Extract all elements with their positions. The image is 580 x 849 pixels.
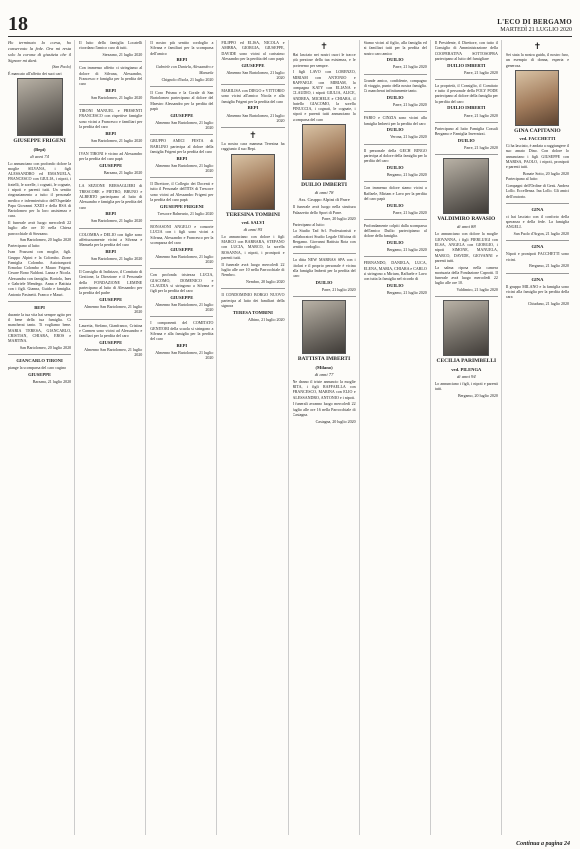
notice-date: Parre, 21 luglio 2020 [464, 144, 498, 150]
deceased-maiden: ved. FACCHETTI [519, 136, 556, 142]
notice [150, 181, 213, 216]
deceased-name: DUILIO [386, 202, 404, 208]
notice-date: Parre, 21 luglio 2020 [321, 287, 356, 293]
deceased-age: di anni 77 [314, 371, 334, 377]
deceased-photo [302, 300, 346, 354]
deceased-name: TERESINA TOMBINI [225, 211, 280, 218]
deceased-maiden: ved. SALVI [241, 219, 265, 225]
notice [293, 257, 356, 292]
notice-date: Bergamo, 21 luglio 2020 [386, 171, 427, 177]
notice-body: TIRONI MANUEL e PRESENTI FRANCESCO con rispettive famiglie sono vicini a Francesco e familiari per la perdita del caro [79, 108, 143, 129]
notice-body: Siamo vicini al figlio, alla famiglia ed ai familiari tutti per la perdita del nostro caro amico [363, 40, 427, 56]
notice [506, 207, 569, 237]
participants-heading: Partecipano al lutto: [8, 242, 41, 248]
notice-date: Parre, 21 luglio 2020 [392, 64, 427, 70]
notice-intro: Sei stata la nostra guida, il nostro faro, un esempio di donna, esperta e generosa. [505, 52, 569, 68]
notice-body: I componenti del COMITATO GENITORI della scuola si stringono a Silvana e alla famiglia per la perdita del caro [150, 320, 214, 342]
continued-note: Continua a pagina 24 [516, 841, 570, 847]
deceased-name: DUILIO [315, 280, 333, 286]
deceased-name: DUILIO [386, 283, 404, 289]
notice-body: Con immenso dolore siamo vicini a Raffaele, Miriam e Lavo per la perdita del caro papà [363, 185, 427, 201]
deceased-name: GIUSEPPE [170, 112, 194, 118]
notice-date: San Paolo d'Argon, 21 luglio 2020 [513, 231, 569, 237]
epigraph: Ho terminato la corsa, ho conservato la fede. Ora mi resta solo la corona di giustizia che il Signore mi darà. [8, 40, 72, 63]
deceased-name: GINA CAPITANIO [514, 127, 561, 134]
participants-list: Ivan Frassoni con moglie, figli. Gruppo Alpini e la Colombo. Zione Famiglia Colombo. Autotrasporti Ermolao Colombo e Mauro Frigeni. Cesare Bono Naldoni. Lanza e Nicola. Alessandra con famiglia. Bortolo, Ines e Gabriele Mendego. Anna e Battista con i figli. Gianna, Guido e famiglia. Antonio Pasinetti. Franco e Mauri. [8, 249, 72, 297]
notice-date: Almenno San Bartolomeo, 21 luglio 2020 [226, 69, 285, 80]
notice [8, 40, 71, 297]
notice-body: COLOMBA e DELIO con figlie sono affettuosamente vicini a Silvana e Manuela per la perdita del caro [79, 231, 143, 248]
cross-icon: ✝ [320, 41, 328, 51]
page-number: 18 [8, 13, 28, 35]
notice-body: Profondamente colpiti dalla scomparsa dell'amico Duilio partecipiamo al dolore della famiglia. [363, 222, 427, 239]
notice-body: Il CONDOMINIO BORGO NUOVO partecipa al lutto dei familiari della signora [221, 292, 285, 308]
notice-date: Nembro, 20 luglio 2020 [246, 279, 285, 285]
deceased-name: BEPI [247, 105, 259, 111]
deceased-name: DUILIO IMBERTI [447, 62, 486, 68]
deceased-name: GINA [531, 276, 544, 282]
notice-signature: Gabriele con Daniela, Alessandro e Manuela [155, 64, 214, 75]
deceased-name: GIUSEPPE [99, 163, 123, 169]
notice-body: GRUPPO AMICI FESTA di BARLINO partecipa al dolore della famiglia Frigeni per la perdita del caro [150, 138, 214, 154]
notice-date: San Bartolomeo, 21 luglio 2020 [91, 255, 143, 261]
notice-date: Stezzano, 21 luglio 2020 [102, 52, 143, 58]
deceased-age: di anni 95 [243, 226, 263, 232]
notice-body: Ne danno il triste annuncio la moglie RITA, i figli RAFFAELLA con FRANCESCO, MARINA con ELIO e ALESSANDRO, ANTONIO e i nipoti. [292, 378, 356, 400]
notice-body: MARILISA con DIEGO e VITTORIO sono vicini all'amico Nicola e alla famiglia Frigeni per la perdita del caro [221, 88, 285, 104]
notice-body: ci hai lasciato con il conforto della speranza e della fede. La famiglia ANGELI. [505, 213, 569, 230]
deceased-photo [302, 124, 346, 180]
notice [364, 78, 427, 108]
notice [364, 223, 427, 253]
notice [364, 148, 427, 178]
column-8 [506, 40, 572, 835]
deceased-name: BEPI [176, 342, 188, 348]
column-7 [435, 40, 502, 835]
notice [221, 88, 284, 123]
notice-intro: Hai lasciato nei nostri cuori le tracce più preziose della tua esistenza, e le porteremo per sempre. [292, 52, 356, 68]
notice-date: Parre, 21 luglio 2020 [392, 101, 427, 107]
notice-body: I figli LAVO con LORENZO, MIRIAM con ANTONIO e RAFFAELE con MIRIAM, la compagna KATY con ELIANA e CLAUDIO, i nipoti GIULIA, ALICE, ANDREA, MICHELE e CHIARA, il fratello GIACOMO, la sorella PINUCCIA, i cognati, le cognate, i nipoti e parenti tutti annunciano la scomparsa del caro [292, 69, 356, 122]
notice [435, 300, 498, 398]
notice-date: Bergamo, 20 luglio 2020 [457, 392, 498, 398]
notice [79, 183, 142, 223]
deceased-name: GIUSEPPE [170, 246, 194, 252]
notice-intro: La nostra cara mamma Teresina ha raggiunto il suo Bepi. [221, 141, 285, 152]
notice-date: Bonate Sotto, 20 luglio 2020 [522, 170, 569, 176]
notice [506, 244, 569, 268]
notice [79, 108, 142, 143]
notice-date: Almenno San Bartolomeo, 21 luglio 2020 [226, 112, 285, 123]
notice [79, 232, 142, 262]
notice-date: Barzana, 21 luglio 2020 [103, 170, 143, 176]
deceased-name: GINA [531, 244, 544, 250]
column-2 [79, 40, 146, 835]
notice-body: Il personale della GECH BINGO partecipa al dolore della famiglia per la perdita del caro [363, 147, 427, 164]
deceased-name: BATTISTA IMBERTI [297, 356, 351, 363]
cross-icon: ✝ [249, 130, 257, 141]
participants-heading: Partecipano al lutto: [292, 221, 325, 227]
notice-date: Bergamo, 21 luglio 2020 [386, 247, 427, 253]
notice [435, 126, 498, 150]
deceased-name: DUILIO [386, 164, 404, 170]
deceased-age: di anni 94 [456, 373, 476, 379]
notice-date: San Bartolomeo, 20 luglio 2020 [19, 237, 72, 243]
column-4 [221, 40, 288, 835]
notice [435, 83, 498, 118]
notice-body: Il Consiglio di Indirizzo, il Comitato di Gestione, la Direzione e il Personale della FONDAZIONE LEMINE partecipano al lutto di Alessandro per la perdita del padre [79, 269, 143, 296]
notice-date: San Bartolomeo, 21 luglio 2020 [91, 137, 143, 143]
notice-body: piange la scomparsa del caro cugino [8, 365, 67, 371]
deceased-age: di anni 74 [30, 153, 49, 159]
deceased-name: DUILIO [386, 240, 404, 246]
funeral-info: Il funerale avrà luogo mercoledì 22 luglio alle ore 10 nella Chiesa parrocchiale di Stezzano. [8, 220, 72, 236]
notice-date: San Bartolomeo, 20 luglio 2020 [19, 344, 72, 350]
notice-date: Valdimiro, 21 luglio 2020 [456, 287, 498, 293]
funeral-info: Il funerale avrà luogo mercoledì 22 luglio alle ore 10 nella Parrocchiale di Nembro. [221, 261, 285, 278]
notice [435, 158, 498, 292]
notice-body: La proprietà, il Consiglio, il Comitato e tutto il personale della FOLY PODE partecipano al dolore della famiglia per la perdita del caro [434, 82, 498, 104]
deceased-name: GIUSEPPE [28, 372, 52, 378]
deceased-maiden: ved. PILENGA [451, 366, 482, 372]
notice [79, 269, 142, 314]
deceased-name: BEPI [34, 304, 45, 310]
notice [150, 224, 213, 264]
notice [79, 65, 142, 100]
cross-icon: ✝ [533, 41, 542, 51]
notice [221, 40, 284, 80]
notice-body: BONASONI ANGELO e consorte LUCIA con i figli sono vicini a Silvana, Alessandro e Francesco per la scomparsa del caro [150, 224, 214, 245]
deceased-name: GIUSEPPE FRIGENI [13, 138, 66, 145]
deceased-name: GINA [531, 206, 544, 212]
deceased-photo [443, 300, 489, 356]
mourner-name: GIANCARLO TIRONI [16, 358, 63, 364]
notice-body: Lo annunciano con dolore i figli MARCO con BARBARA, STEFANO con LUCIA, MARCO, la sorella ROSANNA, i nipoti, i pronipoti e parenti tutti. [221, 233, 285, 261]
notice-date: Trescore Balneario, 21 luglio 2020 [157, 210, 214, 216]
notice [293, 42, 356, 249]
column-3 [150, 40, 217, 835]
notice-intro: È mancato all'affetto dei suoi cari [8, 71, 62, 77]
notice-date: Almenno San Bartolomeo, 21 luglio 2020 [84, 304, 143, 315]
columns [8, 40, 572, 835]
participants-heading: Partecipano al lutto: [505, 176, 539, 182]
notice-date: Parre, 21 luglio 2020 [392, 209, 427, 215]
notice [8, 358, 71, 384]
page-header [8, 0, 572, 37]
notice-body: Grande amico, confidente, compagno di viaggio, punto della nostra famiglia. Ci mancherai infinitamente tanto. [363, 77, 427, 94]
notice-body: Ci ha lasciato, è andata a raggiungere il suo amato Dino. Con dolore lo annunciano i figli GIUSEPPE con MARISA, PAOLO, i nipoti, pronipoti e parenti tutti. [505, 143, 569, 170]
deceased-age: di anni 78 [314, 190, 334, 196]
notice-date: Parre, 20 luglio 2020 [321, 216, 356, 222]
notice-body: IVAN TIRONI è vicino ad Alessandro per la perdita del caro papà [79, 151, 143, 162]
deceased-name: BEPI [105, 248, 117, 254]
notice-body: Nipoti e pronipoti FACCHETTI sono vicini. [505, 251, 569, 262]
deceased-name: DUILIO [386, 57, 404, 63]
masthead [497, 18, 572, 34]
deceased-name: DUILIO IMBERTI [301, 181, 347, 188]
notice [150, 40, 213, 82]
column-6 [364, 40, 431, 835]
notice [364, 260, 427, 295]
notice-body: Partecipano al lutto Famiglia Cossali Bergamo e Famiglia Invernizzi. [434, 125, 498, 137]
notice-body: Con immenso affetto ci stringiamo al dolore di Silvana, Alessandro, Francesco e famiglia per la perdita del caro [79, 65, 143, 87]
deceased-photo [515, 70, 559, 126]
notice-date: Parre, 21 luglio 2020 [464, 69, 498, 75]
deceased-name: GIUSEPPE [241, 62, 265, 68]
deceased-age: di anni 88 [456, 224, 476, 230]
notice-body: La ditta NEW MARBAS SPA con i titolari e il proprio personale è vicina alla famiglia Imberti per la perdita del caro [292, 257, 356, 279]
notice [435, 40, 498, 75]
participants-list: La Studio Tad Srl. Professionisti e collaboratori Studio Legale Officina di Bergamo. Giovanni Battista Rota con sentito cordoglio. [292, 228, 356, 250]
column-1 [8, 40, 75, 835]
notice [221, 292, 284, 322]
notice-body: FILIPPO ed ELISA, NICOLA e AMBRA, GIORGIA, GIUSEPPE, DAVIDE sono vicini al carissimo Alessandro per la perdita del caro papà [221, 40, 285, 61]
deceased-name: DUILIO IMBERTI [447, 105, 486, 111]
epigraph-source: (San Paolo) [51, 63, 72, 69]
deceased-group: Ass. Gruppo Alpini di Parre [298, 197, 350, 203]
notice-body: Il gruppo MILANO e la famiglia sono vicini alla famiglia per la perdita della cara [505, 283, 569, 300]
deceased-name: BEPI [105, 130, 117, 136]
notice-date: Almenno San Bartolomeo, 21 luglio 2020 [84, 347, 143, 358]
notice [364, 185, 427, 215]
deceased-name: GIUSEPPE FRIGENI [159, 203, 204, 209]
deceased-name: GIUSEPPE [170, 294, 194, 300]
notice-body: Il nostro più sentito cordoglio a Silvana e familiari per la scomparsa dell'amico [150, 40, 214, 56]
column-5 [293, 40, 360, 835]
notice-body: Il Direttore, il Collegio dei Docenti e tutto il Personale dell'ITIS di Trescore sono vicini ad Alessandro Frigeni per la perdita del caro papà [150, 181, 214, 202]
notice [150, 320, 213, 360]
funeral-info: La salma riposa nella camera mortuaria della Fondazione Caprotti. Il funerale avrà luogo mercoledì 22 luglio alle ore 10. [434, 264, 498, 286]
notice-date: Castagna, 20 luglio 2020 [315, 418, 356, 424]
notice-date: Almenno San Bartolomeo, 21 luglio 2020 [155, 119, 214, 131]
deceased-nickname: (Bepi) [33, 146, 46, 152]
notice [506, 277, 569, 307]
notice-date: Chignolo d'Isola, 21 luglio 2020 [161, 76, 214, 82]
deceased-name: GIUSEPPE [99, 339, 123, 345]
notice [79, 323, 142, 358]
deceased-photo [17, 78, 63, 136]
notice-body: LA SEZIONE BERSAGLIERI di TRESCORE e PIETRO, BRUNO e ALBERTO partecipano al lutto di Alessandro e famiglia per la perdita del caro [79, 183, 143, 210]
deceased-photo [443, 158, 489, 214]
deceased-name: TERESA TOMBINI [232, 309, 273, 315]
notice-body: Il Presidente, il Direttore, con tutto il Consiglio di Amministrazione della COOPERATIVA SOTTOSOPRA partecipano al lutto del famigliare [434, 40, 498, 61]
notice-date: Parre, 21 luglio 2020 [464, 112, 498, 118]
notice-date: San Bartolomeo, 21 luglio 2020 [91, 218, 143, 224]
notice [506, 42, 569, 199]
newspaper-name: L'ECO DI BERGAMO [497, 17, 572, 26]
notice [150, 90, 213, 130]
notice [364, 40, 427, 70]
notice-date: Verona, 21 luglio 2020 [390, 134, 427, 140]
notice-body: Il lutto della famiglia Locatelli ricordano l'amico caro di tutti. [79, 40, 143, 51]
notice-date: Bergamo, 21 luglio 2020 [386, 290, 427, 296]
notice-body: Il Coro Prisma e la Corale di San Bartolomeo partecipano al dolore del Maestro Alessandro per la perdita del papà [150, 90, 214, 111]
deceased-name: GIUSEPPE [99, 297, 123, 303]
deceased-name: VALDIMIRO RAVASIO [437, 216, 496, 223]
notice [150, 138, 213, 173]
notice-date: Albino, 21 luglio 2020 [248, 316, 285, 322]
notice-date: Almenno San Bartolomeo, 21 luglio 2020 [155, 350, 214, 361]
notice-date: Almenno San Bartolomeo, 21 luglio 2020 [155, 301, 214, 313]
notice-date: Bergamo, 21 luglio 2020 [529, 263, 569, 269]
notice-date: Almenno San Bartolomeo, 21 luglio 2020 [155, 162, 214, 173]
notice-body: Lo annunciano i figli, i nipoti e parenti tutti. [434, 380, 498, 392]
deceased-name: BEPI [105, 211, 117, 217]
participants-list: Compagni dell'Ordine di Gesù. Andrea Lollo. Eccellenza. Ina Lollo. Gli amici dell'oratorio. [505, 182, 569, 199]
notice-body: Lo annunciano con dolore la moglie GIOVANNA, i figli PIERLUIGI con ELSA, ANGELA con GIORGIO, i nipoti SIMONE, MANUELA, MARCO, DAVIDE, GIOVANNI e parenti tutti. [434, 231, 498, 263]
deceased-name: CECILIA PARIMBELLI [436, 358, 497, 365]
notice [79, 40, 142, 57]
funeral-info: I funerali avranno luogo mercoledì 22 luglio alle ore 16 nella Parrocchiale di Castagna. [292, 401, 356, 417]
notice-body: Con profonda tristezza LUCIA, GIACOMO, DOMENICO e CLAUDIA si stringono a Silvana e figli per la perdita del caro [150, 272, 214, 294]
notice-body: Lauretta, Stefano, Gianfranco, Cristina e Carmen sono vicini ad Alessandro e familiari per la perdita del caro [79, 322, 143, 339]
notice-body: Lo annunciano con profondo dolore la moglie SILVANA, i figli ALESSANDRO ed EMANUELA, FRANCESCO con GIULIA, i nipoti, i fratelli, le sorelle, i cognati, le cognate, i nipoti e parenti tutti. Un sentito ringraziamento a tutto il personale medico e infermieristico dell'Ospedale Papa Giovanni XXIII e della RSA di Bartolomeo per la loro assistenza e cura. [8, 160, 72, 219]
deceased-name: BEPI [105, 87, 117, 93]
notice [79, 151, 142, 175]
notice-date: Barzana, 21 luglio 2020 [32, 379, 72, 385]
notice [364, 115, 427, 139]
notice-date: San Bartolomeo, 21 luglio 2020 [91, 94, 143, 100]
notice-body: durante la tua vita hai sempre agito per il bene della tua famiglia. Ci mancherai tanto. Ti vogliamo bene. MARIA TERESA, GIANCARLO, CRISTIAN, CHIARA, EROS e MARTINA. [8, 311, 72, 344]
deceased-name: DUILIO [386, 127, 404, 133]
funeral-info: Il funerale avrà luogo nella struttura Palazzetto dello Sport di Parre. [292, 204, 356, 215]
notice-date: Almenno San Bartolomeo, 21 luglio 2020 [155, 253, 214, 264]
deceased-name: DUILIO [386, 94, 404, 100]
notice-date: Chiuduno, 21 luglio 2020 [527, 301, 569, 307]
notice [8, 305, 71, 350]
deceased-name: BEPI [176, 57, 188, 63]
notice [293, 300, 356, 424]
notice [221, 131, 284, 284]
deceased-name: BEPI [176, 155, 188, 161]
notice [150, 272, 213, 312]
notice-body: FERNANDO, DANIELA, LUCA, ELENA, MARIA, CHIARA e CARLO si stringono a Miriam, Raffaele e Lavo con tutta la famiglia nel ricordo di [363, 260, 427, 282]
notice-body: FABIO e CINZIA sono vicini alla famiglia Imberti per la perdita del caro [363, 115, 427, 126]
deceased-city: (Milano) [315, 364, 333, 370]
issue-date: MARTEDÌ 21 LUGLIO 2020 [500, 26, 572, 33]
deceased-photo [231, 154, 275, 210]
deceased-name: DUILIO [457, 137, 475, 143]
